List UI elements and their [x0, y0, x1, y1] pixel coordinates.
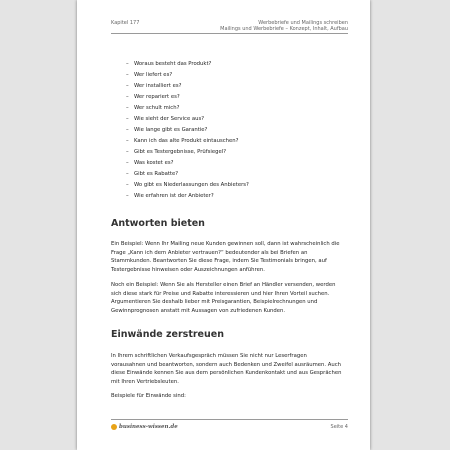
list-item: – Gibt es Rabatte?	[126, 171, 179, 177]
business-wissen-logo	[111, 423, 178, 431]
section-heading-einwaende: Einwände zerstreuen	[111, 329, 224, 340]
list-item: – Wer liefert es?	[126, 72, 173, 78]
paragraph: Ein Beispiel: Wenn Ihr Mailing neue Kunden gewinnen soll, dann ist wahrscheinlich die Frage „Kann ich dem Anbieter vertrauen?“ bedeutender als bei Briefen an Stammkunden. Beantworten Sie diese Frage, indem Sie Testimonials bringen, auf Testergebnisse hinweisen oder Auszeichnungen anführen.	[111, 241, 340, 273]
section-heading-antworten: Antworten bieten	[111, 218, 205, 229]
list-item: – Wo gibt es Niederlassungen des Anbieters?	[126, 182, 249, 188]
header-title-line1: Werbebriefe und Mailings schreiben	[258, 20, 348, 26]
list-item: – Wer installiert es?	[126, 83, 182, 89]
logo-text: business-wissen.de	[119, 424, 178, 430]
list-item: – Kann ich das alte Produkt eintauschen?	[126, 138, 239, 144]
list-item: – Woraus besteht das Produkt?	[126, 61, 212, 67]
document-page	[77, 0, 370, 450]
question-list	[126, 59, 249, 202]
header-title	[220, 20, 348, 32]
list-item: – Wer schult mich?	[126, 105, 180, 111]
header-chapter: Kapitel 177	[111, 20, 140, 26]
header-divider	[111, 33, 348, 34]
logo-dot-icon	[111, 424, 117, 430]
list-item: – Wie lange gibt es Garantie?	[126, 127, 208, 133]
footer-divider	[111, 419, 348, 420]
list-item: – Was kostet es?	[126, 160, 174, 166]
paragraph: In Ihrem schriftlichen Verkaufsgespräch müssen Sie nicht nur Leserfragen vorausahnen und beantworten, sondern auch Bedenken und Zweifel ausräumen. Auch diese Einwände kennen Sie aus dem persönlichen Kundenkontakt und aus Gesprächen mit Ihren Vertriebsleuten.	[111, 353, 342, 385]
header-title-line2: Mailings und Werbebriefe – Konzept, Inhalt, Aufbau	[220, 26, 348, 32]
page-number: Seite 4	[330, 424, 348, 430]
paragraph: Beispiele für Einwände sind:	[111, 393, 186, 399]
paragraph: Noch ein Beispiel: Wenn Sie als Hersteller einen Brief an Händler versenden, werden sich diese stark für Preise und Rabatte interessieren und hier Ihren Vorteil suchen. Argumentieren Sie deshalb lieber mit Preisgarantien, Beispielrechnungen und Gewinnprognosen anstatt mit Aussagen von zufriedenen Kunden.	[111, 282, 336, 314]
list-item: – Wer repariert es?	[126, 94, 180, 100]
list-item: – Wie erfahren ist der Anbieter?	[126, 193, 214, 199]
list-item: – Gibt es Testergebnisse, Prüfsiegel?	[126, 149, 227, 155]
list-item: – Wie sieht der Service aus?	[126, 116, 205, 122]
